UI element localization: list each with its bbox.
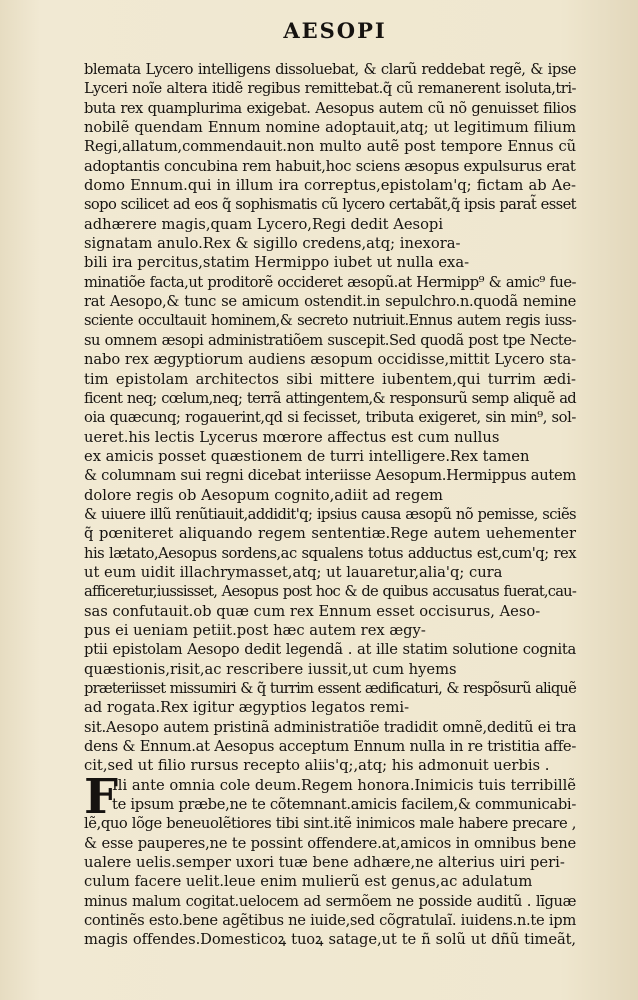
text-line: oia quæcunq; rogauerint,qd si fecisset, tributa exigeret, sin min⁹, sol- <box>84 409 576 427</box>
text-line: dens & Ennum.at Aesopus acceptum Ennum nulla in re tristitia affe- <box>84 738 576 756</box>
text-line: nabo rex ægyptiorum audiens æsopum occidisse,mittit Lycero sta- <box>84 351 576 369</box>
text-line: sit.Aesopo autem pristinã administratiõe tradidit omnẽ,deditũ ei tra <box>84 718 577 736</box>
text-line: adoptantis concubina rem habuit,hoc sciens æsopus expulsurus erat <box>84 157 576 175</box>
text-line: quæstionis,risit,ac rescribere iussit,ut cum hyems <box>84 660 457 678</box>
text-line: nobilẽ quendam Ennum nomine adoptauit,atq; ut legitimum filium <box>84 119 576 137</box>
text-line: q̃ pœniteret aliquando regem sententiæ.Rege autem uehementer <box>84 525 576 543</box>
text-line: signatam anulo.Rex & sigillo credens,atq; inexora- <box>84 235 461 253</box>
text-line: cit,sed ut filio rursus recepto aliis'q;,atq; his admonuit uerbis . <box>84 757 550 775</box>
text-line: buta rex quamplurima exigebat. Aesopus autem cũ nõ genuisset filios <box>84 99 576 117</box>
text-line: dolore regis ob Aesopum cognito,adiit ad regem <box>84 486 443 504</box>
text-line: Ili ante omnia cole deum.Regem honora.Inimicis tuis terribillẽ <box>112 776 576 794</box>
text-line: afficeretur,iussisset, Aesopus post hoc & de quibus accusatus fuerat,cau- <box>84 583 576 601</box>
text-line: Regi,allatum,commendauit.non multo autẽ post tempore Ennus cũ <box>84 138 576 156</box>
text-line: sciente occultauit hominem,& secreto nutriuit.Ennus autem regis iuss- <box>84 312 576 330</box>
text-line: lẽ,quo lõge beneuolẽtiores tibi sint.itẽ inimicos male habere precare , <box>84 815 576 833</box>
text-line: te ipsum præbe,ne te cõtemnant.amicis facilem,& communicabi- <box>112 796 576 814</box>
text-line: Lyceri noĩe altera itidẽ regibus remittebat.q̃ cũ remanerent isoluta,tri- <box>84 80 576 98</box>
text-line: ad rogata.Rex igitur ægyptios legatos remi- <box>84 699 410 717</box>
text-line: rat Aesopo,& tunc se amicum ostendit.in sepulchro.n.quodã nemine <box>84 293 576 311</box>
text-line: domo Ennum.qui in illum ira correptus,epistolam'q; fictam ab Ae- <box>84 177 576 195</box>
text-line: ptii epistolam Aesopo dedit legendã . at ille statim solutione cognita <box>84 641 576 659</box>
text-line: præteriisset missumiri & q̃ turrim essent ædificaturi, & respõsurũ aliquẽ <box>84 680 576 697</box>
text-line: & esse pauperes,ne te possint offendere.at,amicos in omnibus bene <box>84 834 576 852</box>
text-line: blemata Lycero intelligens dissoluebat, & clarũ reddebat regẽ, & ipse <box>84 61 576 78</box>
text-line: ficent neq; cœlum,neq; terrã attingentem,& responsurũ semp aliquẽ ad <box>84 389 576 407</box>
text-line: & uiuere illũ renũtiauit,addidit'q; ipsius causa æsopũ nõ pemisse, sciẽs <box>84 505 576 523</box>
text-line: sopo scilicet ad eos q̃ sophismatis cũ lycero certabãt,q̃ ipsis parat̃ esset <box>84 196 576 214</box>
text-line: tim epistolam architectos sibi mittere iubentem,qui turrim ædi- <box>84 370 576 388</box>
text-line: bili ira percitus,statim Hermippo iubet ut nulla exa- <box>84 254 470 272</box>
text-line: ualere uelis.semper uxori tuæ bene adhære,ne alterius uiri peri- <box>84 854 565 872</box>
text-line: continẽs esto.bene agẽtibus ne iuide,sed cõgratulaĩ. iuidens.n.te ipm <box>84 912 576 930</box>
drop-initial: F <box>84 769 119 825</box>
text-line: minatiõe facta,ut proditorẽ occideret æsopũ.at Hermipp⁹ & amic⁹ fue- <box>84 273 576 291</box>
text-line: su omnem æsopi administratiõem suscepit.Sed quodã post tpe Necte- <box>84 331 576 349</box>
text-line: ueret.his lectis Lycerus mœrore affectus est cum nullus <box>84 428 500 446</box>
text-line: minus malum cogitat.uelocem ad sermõem ne posside auditũ . līguæ <box>84 892 576 910</box>
text-line: ut eum uidit illachrymasset,atq; ut lauaretur,alia'q; cura <box>84 563 503 581</box>
text-line: adhærere magis,quam Lycero,Regi dedit Aesopi <box>84 215 444 233</box>
text-line: ex amicis posset quæstionem de turri intelligere.Rex tamen <box>84 447 530 465</box>
text-line: & columnam sui regni dicebat interiisse Aesopum.Hermippus autem <box>84 467 576 485</box>
text-line: sas confutauit.ob quæ cum rex Ennum esset occisurus, Aeso- <box>84 602 541 620</box>
text-line: his lætato,Aesopus sordens,ac squalens totus adductus est,cum'q; rex <box>84 544 576 562</box>
text-line: magis offendes.Domesticoꝝ tuoꝝ satage,ut te ñ solũ ut dñũ timeãt, <box>84 931 576 949</box>
running-head: AESOPI <box>283 18 387 43</box>
text-line: culum facere uelit.leue enim mulierũ est genus,ac adulatum <box>84 873 533 891</box>
text-line: pus ei ueniam petiit.post hæc autem rex ægy- <box>84 621 426 639</box>
body-text <box>84 60 576 950</box>
